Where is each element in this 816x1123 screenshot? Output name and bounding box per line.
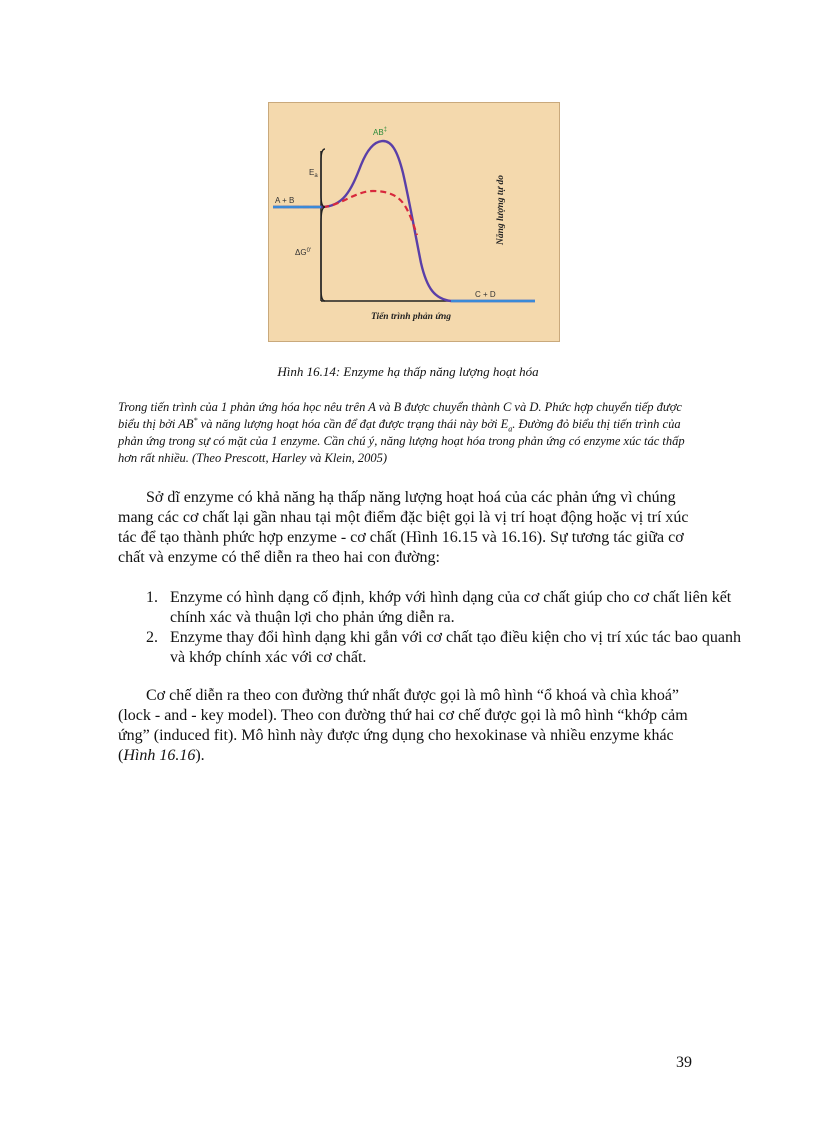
list-item-text: Enzyme thay đổi hình dạng khi gắn với cơ chất tạo điều kiện cho vị trí xúc tác bao quanh và khớp chính xác với cơ chất. xyxy=(170,629,741,666)
paragraph-1: Sở dĩ enzyme có khả năng hạ thấp năng lượng hoạt hoá của các phản ứng vì chúng mang các cơ chất lại gần nhau tại một điểm đặc biệt gọi là vị trí hoạt động hoặc vị trí xúc tác để tạo thành phức hợp enzyme - cơ chất (Hình 16.15 và 16.16). Sự tương tác giữa cơ chất và enzyme có thể diễn ra theo hai con đường: xyxy=(118,489,689,566)
products-label: C + D xyxy=(475,290,496,299)
list-item-text: Enzyme có hình dạng cố định, khớp với hình dạng của cơ chất giúp cho cơ chất liên kết chính xác và thuận lợi cho phản ứng diễn ra. xyxy=(170,589,732,626)
mechanism-list xyxy=(118,588,755,668)
ea-label: $E_a$ xyxy=(309,168,318,179)
figure-reference: Hình 16.16 xyxy=(123,747,196,764)
energy-diagram-svg xyxy=(269,103,561,343)
page-number: 39 xyxy=(676,1054,692,1071)
reactants-label: A + B xyxy=(275,196,295,205)
delta-g-label: $\Delta G^{0'}$ xyxy=(295,248,312,257)
paragraph-2: Cơ chế diễn ra theo con đường thứ nhất được gọi là mô hình “ổ khoá và chìa khoá” (lock - and - key model). Theo con đường thứ hai cơ chế được gọi là mô hình “khớp cảm ứng” (induced fit). Mô hình này được ứng dụng cho hexokinase và nhiều enzyme khác (Hình 16.16). xyxy=(118,687,688,764)
ab-label: AB‡ xyxy=(373,127,388,137)
list-item-number: 2. xyxy=(146,629,158,646)
figure-note: Trong tiến trình của 1 phản ứng hóa học nêu trên A và B được chuyển thành C và D. Phức hợp chuyển tiếp được biểu thị bởi AB* và năng lượng hoạt hóa cần để đạt được trạng thái này bởi $E_a$. Đường đỏ biểu thị tiến trình của phản ứng trong sự có mặt của 1 enzyme. Cần chú ý, năng lượng hoạt hóa trong phản ứng có enzyme xúc tác thấp hơn rất nhiều. (Theo Prescott, Harley và Klein, 2005) xyxy=(118,400,685,465)
x-axis-label: Tiến trình phản ứng xyxy=(371,312,452,322)
ea-brace xyxy=(321,149,325,207)
dg-brace xyxy=(321,207,325,301)
list-item xyxy=(146,588,755,628)
y-axis-label: Năng lượng tự do xyxy=(496,174,506,245)
list-item-number: 1. xyxy=(146,589,158,606)
figure-caption: Hình 16.14: Enzyme hạ thấp năng lượng hoạt hóa xyxy=(277,364,539,379)
list-item xyxy=(146,628,755,668)
energy-diagram xyxy=(268,102,560,342)
